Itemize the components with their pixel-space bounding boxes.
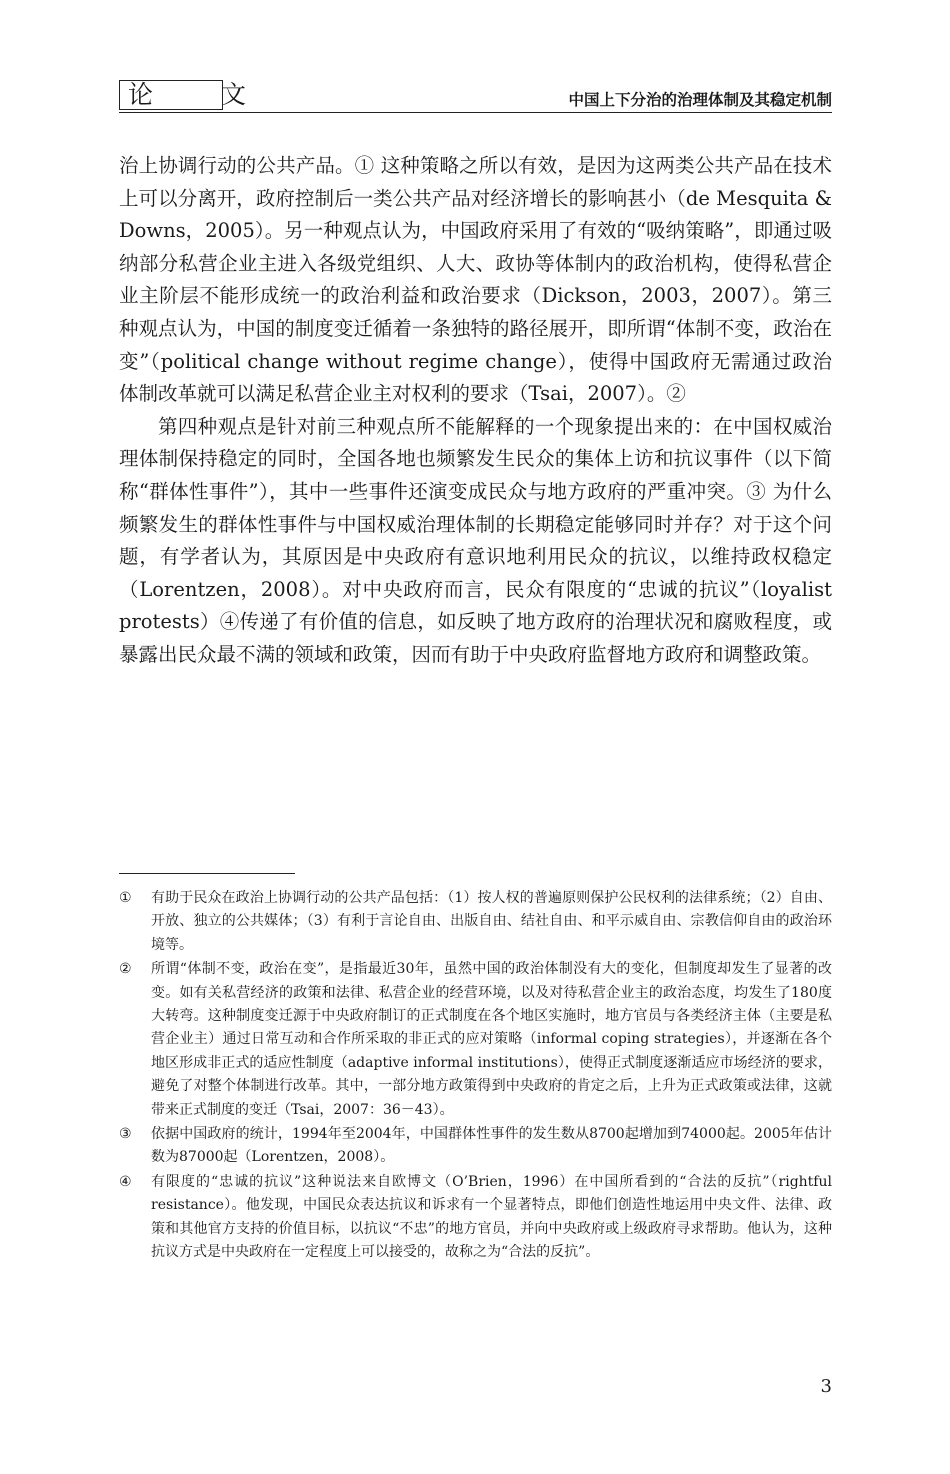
footnote <box>119 887 832 957</box>
footnote-text: 所谓“体制不变，政治在变”，是指最近30年，虽然中国的政治体制没有大的变化，但制度却发生了显著的改变。如有关私营经济的政策和法律、私营企业的经营环境，以及对待私营企业主的政治态度，均发生了180度大转弯。这种制度变迁源于中央政府制订的正式制度在各个地区实施时，地方官员与各类经济主体（主要是私营企业主）通过日常互动和合作所采取的非正式的应对策略（informal coping strategies），并逐渐在各个地区形成非正式的适应性制度（adaptive informal institutions），使得正式制度逐渐适应市场经济的要求，避免了对整个体制进行改革。其中，一部分地方政策得到中央政府的肯定之后，上升为正式政策或法律，这就带来正式制度的变迁（Tsai，2007：36－43）。 <box>151 961 832 1118</box>
footnote-mark: ① <box>119 890 132 906</box>
footnotes <box>119 887 832 1266</box>
footnote-rule <box>119 873 295 874</box>
footnote-mark: ③ <box>119 1126 132 1143</box>
page-number: 3 <box>820 1376 832 1397</box>
footnote <box>119 958 832 1122</box>
footnote <box>119 1123 832 1170</box>
section-label: 论 文 <box>119 80 223 110</box>
running-title: 中国上下分治的治理体制及其稳定机制 <box>568 91 832 109</box>
body-paragraph: 治上协调行动的公共产品。① 这种策略之所以有效，是因为这两类公共产品在技术上可以分离开，政府控制后一类公共产品对经济增长的影响甚小（de Mesquita & Downs，2005）。另一种观点认为，中国政府采用了有效的“吸纳策略”，即通过吸纳部分私营企业主进入各级党组织、人大、政协等体制内的政治机构，使得私营企业主阶层不能形成统一的政治利益和政治要求（Dickson，2003，2007）。第三种观点认为，中国的制度变迁循着一条独特的路径展开，即所谓“体制不变，政治在变”（political change without regime change），使得中国政府无需通过政治体制改革就可以满足私营企业主对权利的要求（Tsai，2007）。② <box>119 154 832 406</box>
footnote-text: 依据中国政府的统计，1994年至2004年，中国群体性事件的发生数从8700起增加到74000起。2005年估计数为87000起（Lorentzen，2008）。 <box>151 1126 832 1166</box>
header-rule <box>119 112 832 113</box>
footnote-text: 有限度的“忠诚的抗议”这种说法来自欧博文（O’Brien，1996）在中国所看到的“合法的反抗”（rightful resistance）。他发现，中国民众表达抗议和诉求有一个显著特点，即他们创造性地运用中央文件、法律、政策和其他官方支持的价值目标，以抗议“不忠”的地方官员，并向中央政府或上级政府寻求帮助。他认为，这种抗议方式是中央政府在一定程度上可以接受的，故称之为“合法的反抗”。 <box>151 1173 832 1261</box>
body-text <box>119 150 832 672</box>
footnote-mark: ④ <box>119 1173 132 1190</box>
body-paragraph: 第四种观点是针对前三种观点所不能解释的一个现象提出来的：在中国权威治理体制保持稳定的同时，全国各地也频繁发生民众的集体上访和抗议事件（以下简称“群体性事件”），其中一些事件还演变成民众与地方政府的严重冲突。③ 为什么频繁发生的群体性事件与中国权威治理体制的长期稳定能够同时并存？对于这个问题，有学者认为，其原因是中央政府有意识地利用民众的抗议，以维持政权稳定（Lorentzen，2008）。对中央政府而言，民众有限度的“忠诚的抗议”（loyalist protests）④传递了有价值的信息，如反映了地方政府的治理状况和腐败程度，或暴露出民众最不满的领域和政策，因而有助于中央政府监督地方政府和调整政策。 <box>119 414 832 666</box>
footnote-text: 有助于民众在政治上协调行动的公共产品包括：（1）按人权的普遍原则保护公民权利的法律系统；（2）自由、开放、独立的公共媒体；（3）有利于言论自由、出版自由、结社自由、和平示威自由、宗教信仰自由的政治环境等。 <box>151 890 832 953</box>
footnote <box>119 1171 832 1265</box>
footnote-mark: ② <box>119 961 132 978</box>
